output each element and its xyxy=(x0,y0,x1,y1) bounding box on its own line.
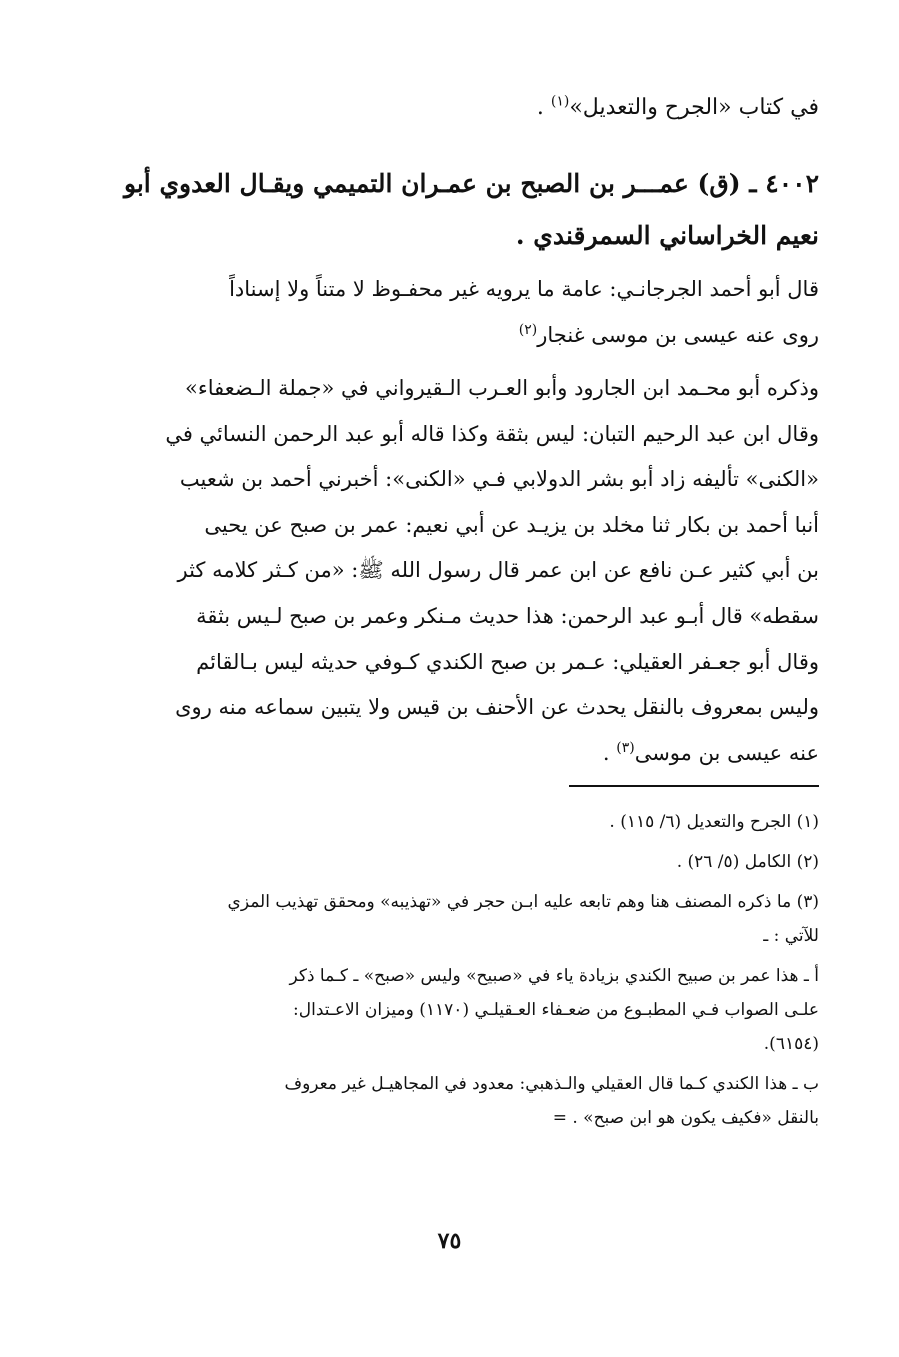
footnote-3-item-b: بالنقل «فكيف يكون هو ابن صبح» . = xyxy=(552,1108,819,1128)
paragraph-line: عنه عيسى بن موسى xyxy=(634,740,819,765)
paragraph-line: قال أبو أحمد الجرجانـي: عامة ما يرويه غير محفـوظ لا متناً ولا إسناداً xyxy=(229,277,819,301)
footnote-3-line: للآتي : ـ xyxy=(763,926,819,946)
paragraph-line: بن أبي كثير عـن نافع عن ابن عمر قال رسول الله ﷺ: «من كـثر كلامه كثر xyxy=(177,558,819,583)
heading-line: نعيم الخراساني السمرقندي . xyxy=(515,221,819,250)
footnote-1: (١) الجرح والتعديل (٦/ ١١٥) . xyxy=(609,812,819,832)
paragraph-jurjani xyxy=(79,266,819,358)
footnote-ref-2: (٢) xyxy=(518,322,538,338)
footnote-separator xyxy=(569,785,819,787)
paragraph-line: سقطه» قال أبـو عبد الرحمن: هذا حديث مـنكر وعمر بن صبح لـيس بثقة xyxy=(196,603,819,628)
footnote-ref-1: (١) xyxy=(550,93,570,110)
footnote-3-line: (٣) ما ذكره المصنف هنا وهم تابعه عليه ابـن حجر في «تهذيبه» ومحقق تهذيب المزي xyxy=(227,892,819,912)
intro-text: في كتاب «الجرح والتعديل» xyxy=(569,95,819,120)
footnote-2: (٢) الكامل (٥/ ٢٦) . xyxy=(676,852,819,872)
entry-heading xyxy=(79,158,819,262)
footnotes xyxy=(79,805,819,1135)
paragraph-line: روى عنه عيسى بن موسى غنجار xyxy=(537,323,819,347)
footnote-3-item-b: ب ـ هذا الكندي كـما قال العقيلي والـذهبي: معدود في المجاهيـل غير معروف xyxy=(284,1074,819,1094)
footnote-3-item-a: أ ـ هذا عمر بن صبيح الكندي بزيادة ياء في «صبيح» وليس «صبح» ـ كـما ذكر xyxy=(289,966,819,986)
paragraph-line: أنبا أحمد بن بكار ثنا مخلد بن يزيـد عن أبي نعيم: عمر بن صبح عن يحيى xyxy=(204,512,819,537)
footnote-3-item-a: (٦١٥٤). xyxy=(763,1034,819,1054)
page-number: ٧٥ xyxy=(437,1228,462,1254)
paragraph-main xyxy=(79,366,819,776)
footnote-ref-3: (٣) xyxy=(616,739,635,756)
paragraph-line: «الكنى» تأليفه زاد أبو بشر الدولابي فـي «الكنى»: أخبرني أحمد بن شعيب xyxy=(179,467,819,492)
paragraph-line: وقال أبو جعـفر العقيلي: عـمر بن صبح الكندي كـوفي حديثه ليس بـالقائم xyxy=(196,649,819,674)
paragraph-line: وقال ابن عبد الرحيم التبان: ليس بثقة وكذا قاله أبو عبد الرحمن النسائي في xyxy=(165,421,819,446)
intro-tail: . xyxy=(536,95,551,120)
heading-line: ٤٠٠٢ ـ (ق) عمـــر بن الصبح بن عمـران التميمي ويقـال العدوي أبو xyxy=(123,169,819,198)
paragraph-line: وليس بمعروف بالنقل يحدث عن الأحنف بن قيس ولا يتبين سماعه منه روى xyxy=(175,695,819,720)
intro-line xyxy=(79,88,819,128)
footnote-3-item-a: علـى الصواب فـي المطبـوع من ضعـفاء العـقيلـي (١١٧٠) وميزان الاعـتدال: xyxy=(293,1000,819,1020)
paragraph-line: وذكره أبو محـمد ابن الجارود وأبو العـرب الـقيرواني في «جملة الـضعفاء» xyxy=(185,376,819,400)
paragraph-tail: . xyxy=(602,740,617,765)
